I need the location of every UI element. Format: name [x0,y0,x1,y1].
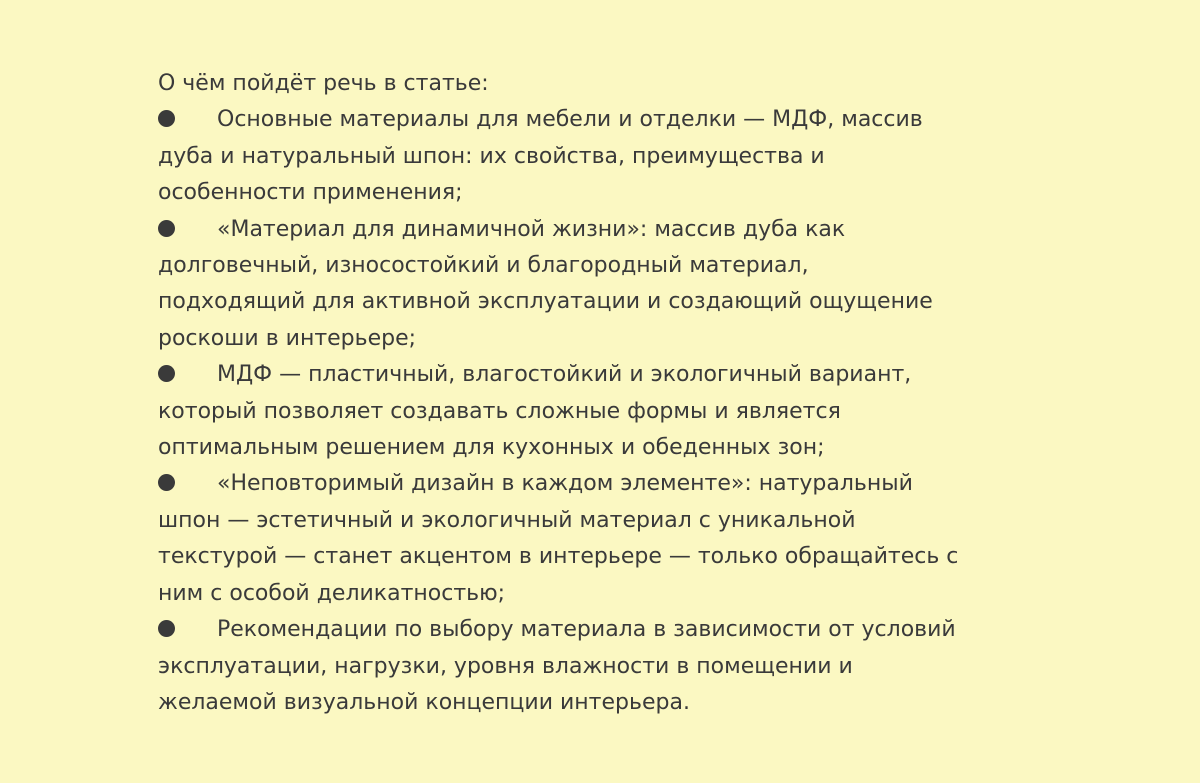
bullet-dot-icon [158,365,175,382]
bullet-line [158,357,958,393]
bullet-line [158,102,958,138]
bullet-line: подходящий для активной эксплуатации и создающий ощущение [158,289,933,315]
bullet-line: особенности применения; [158,180,463,206]
bullet-line: дуба и натуральный шпон: их свойства, преимущества и [158,143,825,169]
bullet-dot-icon [158,110,175,127]
bullet-line: долговечный, износостойкий и благородный материал, [158,253,809,279]
bullet-line: роскоши в интерьере; [158,325,417,351]
bullet-line: ним с особой деликатностью; [158,580,506,606]
bullet-line-text: «Материал для динамичной жизни»: массив дуба как [217,216,846,242]
bullet-line: желаемой визуальной концепции интерьера. [158,689,690,715]
bullet-dot-icon [158,474,175,491]
bullet-list [158,102,958,721]
article-content [158,66,958,721]
bullet-line: который позволяет создавать сложные формы и является [158,398,841,424]
bullet-line-text: Основные материалы для мебели и отделки — МДФ, массив [217,107,923,133]
bullet-dot-icon [158,620,175,637]
bullet-line-text: Рекомендации по выбору материала в зависимости от условий [217,617,956,643]
bullet-dot-icon [158,220,175,237]
intro-text: О чём пойдёт речь в статье: [158,71,489,96]
bullet-item-veneer [158,466,958,612]
bullet-line-text: МДФ — пластичный, влагостойкий и экологичный вариант, [217,362,912,388]
bullet-line: шпон — эстетичный и экологичный материал с уникальной [158,507,856,533]
bullet-item-materials [158,102,958,211]
bullet-line-text: «Неповторимый дизайн в каждом элементе»: натуральный [217,471,913,497]
bullet-line [158,612,958,648]
bullet-line: оптимальным решением для кухонных и обеденных зон; [158,435,825,461]
bullet-item-mdf [158,357,958,466]
bullet-item-recommendations [158,612,958,721]
bullet-line [158,466,958,502]
bullet-line: текстурой — станет акцентом в интерьере — только обращайтесь с [158,544,959,570]
bullet-line [158,212,958,248]
bullet-line: эксплуатации, нагрузки, уровня влажности в помещении и [158,653,853,679]
bullet-item-oak [158,212,958,358]
